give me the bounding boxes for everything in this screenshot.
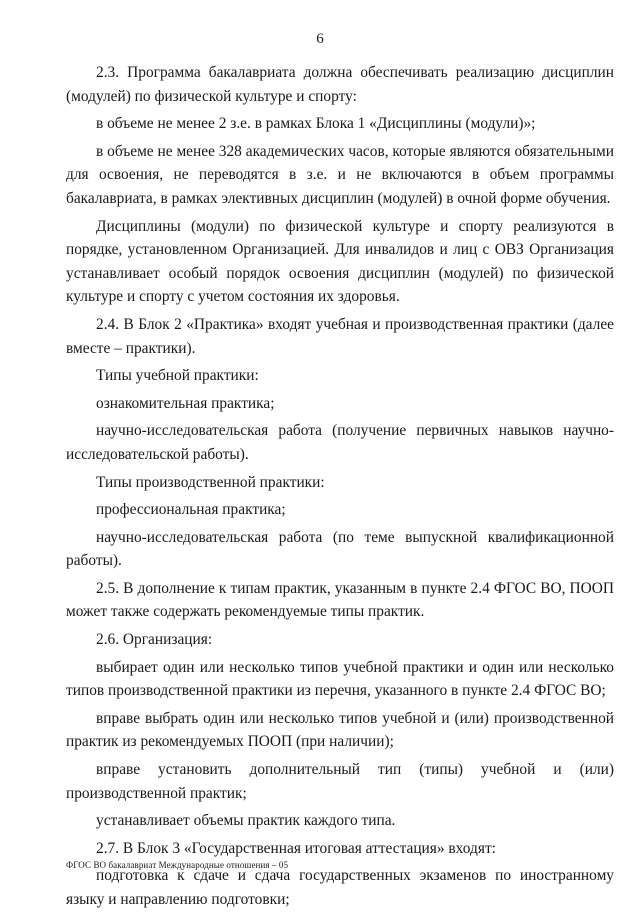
paragraph: Типы учебной практики: [96, 367, 259, 385]
paragraph: научно-исследовательская работа (по теме выпускной квалификационной работы). [66, 528, 614, 570]
paragraph: Дисциплины (модули) по физической культуре и спорту реализуются в порядке, установленном Организацией. Для инвалидов и лиц с ОВЗ Организация устанавливает особый порядок освоения дисциплин (модулей) по физической культуре и спорту с учетом состояния их здоровья. [66, 217, 614, 306]
paragraph: 2.5. В дополнение к типам практик, указанным в пункте 2.4 ФГОС ВО, ПООП может также содержать рекомендуемые типы практик. [66, 579, 614, 621]
paragraph: 2.6. Организация: [96, 631, 213, 649]
paragraph: устанавливает объемы практик каждого типа. [96, 812, 396, 830]
paragraph: научно-исследовательская работа (получение первичных навыков научно-исследовательской работы). [66, 422, 614, 463]
paragraph: 2.4. В Блок 2 «Практика» входят учебная и производственная практики (далее вместе – практики). [66, 315, 614, 357]
paragraph: выбирает один или несколько типов учебной практики и один или несколько типов производственной практики из перечня, указанного в пункте 2.4 ФГОС ВО; [66, 658, 614, 700]
paragraph: в объеме не менее 2 з.е. в рамках Блока 1 «Дисциплины (модули)»; [96, 115, 536, 133]
paragraph: в объеме не менее 328 академических часов, которые являются обязательными для освоения, не переводятся в з.е. и не включаются в объем программы бакалавриата, в рамках элективных дисциплин (модулей) в очной форме обучения. [66, 142, 614, 207]
paragraph: 2.3. Программа бакалавриата должна обеспечивать реализацию дисциплин (модулей) по физической культуре и спорту: [66, 64, 614, 105]
paragraph: вправе установить дополнительный тип (типы) учебной и (или) производственной практик; [66, 761, 614, 802]
paragraph: 2.7. В Блок 3 «Государственная итоговая аттестация» входят: [96, 839, 496, 857]
page-footer: ФГОС ВО бакалавриат Международные отношения – 05 [66, 860, 289, 870]
document-body [66, 61, 614, 912]
paragraph: вправе выбрать один или несколько типов учебной и (или) производственной практик из рекомендуемых ПООП (при наличии); [66, 709, 614, 751]
page-number: 6 [316, 31, 324, 47]
paragraph: Типы производственной практики: [96, 473, 325, 491]
paragraph: профессиональная практика; [96, 501, 286, 519]
paragraph: подготовка к сдаче и сдача государственных экзаменов по иностранному языку и направлению подготовки; [66, 867, 614, 908]
paragraph: ознакомительная практика; [96, 394, 275, 412]
